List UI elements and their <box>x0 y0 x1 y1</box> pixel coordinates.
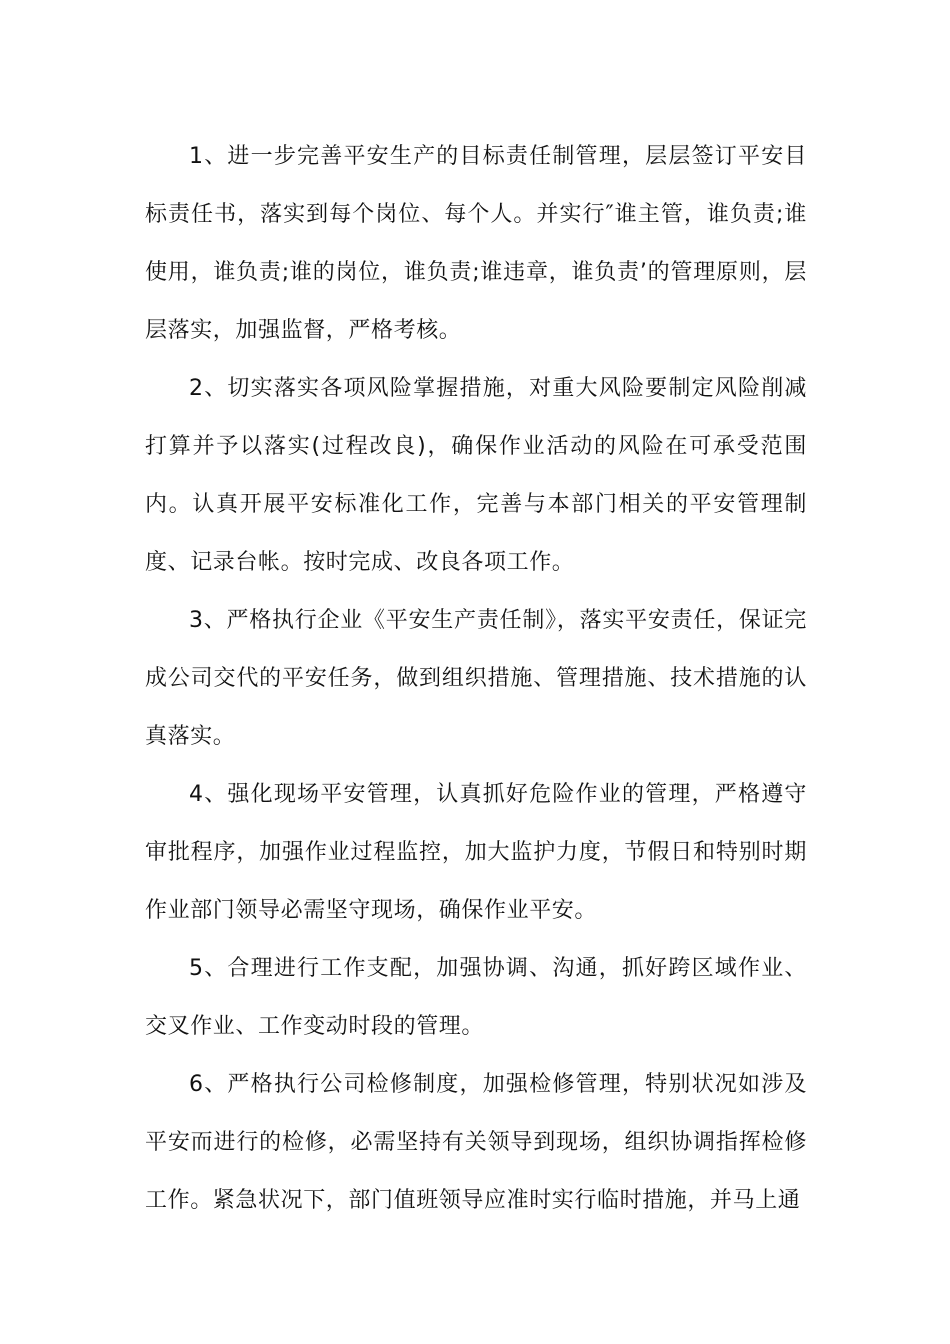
paragraph-4: 4、强化现场平安管理，认真抓好危险作业的管理，严格遵守审批程序，加强作业过程监控，加大监护力度，节假日和特别时期作业部门领导必需坚守现场，确保作业平安。 <box>145 782 807 923</box>
paragraph-2: 2、切实落实各项风险掌握措施，对重大风险要制定风险削减打算并予以落实(过程改良)，确保作业活动的风险在可承受范围内。认真开展平安标准化工作，完善与本部门相关的平安管理制度、记录台帐。按时完成、改良各项工作。 <box>145 376 807 575</box>
paragraph-6: 6、严格执行公司检修制度，加强检修管理，特别状况如涉及平安而进行的检修，必需坚持有关领导到现场，组织协调指挥检修工作。紧急状况下，部门值班领导应准时实行临时措施，并马上通 <box>145 1072 807 1213</box>
paragraph-5: 5、合理进行工作支配，加强协调、沟通，抓好跨区域作业、交叉作业、工作变动时段的管理。 <box>145 956 807 1039</box>
paragraph-3: 3、严格执行企业《平安生产责任制》，落实平安责任，保证完成公司交代的平安任务，做到组织措施、管理措施、技术措施的认真落实。 <box>145 608 807 749</box>
paragraph-1: 1、进一步完善平安生产的目标责任制管理，层层签订平安目标责任书，落实到每个岗位、每个人。并实行″谁主管，谁负责;谁使用，谁负责;谁的岗位，谁负责;谁违章，谁负责’的管理原则，层层落实，加强监督，严格考核。 <box>145 144 807 343</box>
document-body <box>145 128 807 1230</box>
